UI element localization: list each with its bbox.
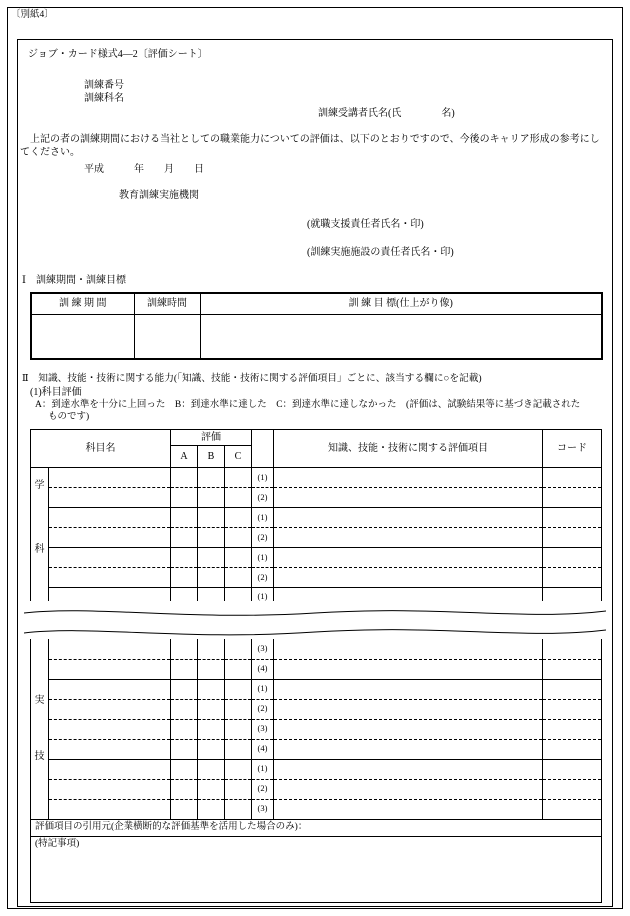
- category-char: 科: [34, 543, 45, 555]
- col-header-period: 訓 練 期 間: [31, 293, 134, 314]
- category-char: 学: [34, 480, 45, 491]
- code-cell[interactable]: [543, 548, 602, 568]
- grade-legend-line1: A：到達水準を十分に上回った B：到達水準に達した C：到達水準に達しなかった (評価は、試験結果等に基づき記載された: [35, 400, 581, 410]
- subject-name-cell[interactable]: [49, 679, 171, 699]
- table-row: [31, 819, 602, 836]
- evaluation-table-upper: [30, 429, 602, 606]
- table-row: [31, 836, 602, 902]
- table-row: [31, 779, 602, 799]
- hours-input-cell[interactable]: [134, 314, 200, 359]
- period-input-cell[interactable]: [31, 314, 134, 359]
- eval-item-cell[interactable]: [274, 568, 543, 588]
- section1-heading: Ⅰ 訓練期間・訓練目標: [22, 275, 126, 286]
- signature-line-support-manager: (就職支援責任者氏名・印): [307, 219, 424, 230]
- eval-a-cell[interactable]: [171, 639, 198, 659]
- organization-label: 教育訓練実施機関: [119, 190, 199, 201]
- eval-item-cell[interactable]: [274, 659, 543, 679]
- table-row: [31, 799, 602, 819]
- col-header-eval-c: C: [225, 446, 252, 468]
- training-course-label: 訓練科名: [84, 93, 124, 104]
- col-header-hours: 訓練時間: [134, 293, 200, 314]
- category-cell-jitsugi: [31, 639, 49, 819]
- eval-a-cell[interactable]: [171, 468, 198, 488]
- eval-c-cell[interactable]: [225, 468, 252, 488]
- eval-a-cell[interactable]: [171, 699, 198, 719]
- eval-c-cell[interactable]: [225, 659, 252, 679]
- wavy-break-icon: [24, 601, 606, 639]
- table-row: [31, 508, 602, 528]
- table-row: [31, 488, 602, 508]
- eval-item-cell[interactable]: [274, 799, 543, 819]
- eval-a-cell[interactable]: [171, 568, 198, 588]
- eval-a-cell[interactable]: [171, 739, 198, 759]
- subject-name-cell[interactable]: [49, 468, 171, 488]
- eval-item-cell[interactable]: [274, 759, 543, 779]
- section2-heading: Ⅱ 知識、技能・技術に関する能力(「知識、技能・技術に関する評価項目」ごとに、該当する欄に○を記載): [22, 373, 482, 384]
- table-row: [31, 314, 602, 359]
- subject-name-cell[interactable]: [49, 639, 171, 659]
- form-title: ジョブ・カード様式4―2〔評価シート〕: [28, 49, 208, 60]
- item-number-cell: (1): [252, 468, 274, 488]
- item-number-cell: (2): [252, 488, 274, 508]
- eval-a-cell[interactable]: [171, 779, 198, 799]
- training-number-label: 訓練番号: [84, 80, 124, 91]
- col-header-code: コード: [543, 430, 602, 468]
- eval-item-cell[interactable]: [274, 468, 543, 488]
- eval-b-cell[interactable]: [198, 759, 225, 779]
- code-cell[interactable]: [543, 739, 602, 759]
- intro-paragraph-line1: 上記の者の訓練期間における当社としての職業能力についての評価は、以下のとおりですので、今後のキャリア形成の参考にし: [20, 134, 600, 145]
- subject-name-cell[interactable]: [49, 548, 171, 568]
- eval-c-cell[interactable]: [225, 799, 252, 819]
- subject-name-cell[interactable]: [49, 759, 171, 779]
- attachment-label: 〔別紙4〕: [11, 10, 54, 20]
- eval-a-cell[interactable]: [171, 679, 198, 699]
- eval-b-cell[interactable]: [198, 488, 225, 508]
- code-cell[interactable]: [543, 699, 602, 719]
- eval-a-cell[interactable]: [171, 488, 198, 508]
- code-cell[interactable]: [543, 468, 602, 488]
- code-cell[interactable]: [543, 528, 602, 548]
- citation-label: 評価項目の引用元(企業横断的な評価基準を活用した場合のみ)：: [35, 822, 308, 833]
- item-number-cell: (2): [252, 779, 274, 799]
- item-number-cell: (3): [252, 639, 274, 659]
- category-cell-gakka: [31, 468, 49, 606]
- category-char: 実: [34, 694, 45, 706]
- eval-b-cell[interactable]: [198, 659, 225, 679]
- col-header-goal: 訓 練 目 標(仕上がり像): [200, 293, 602, 314]
- citation-cell[interactable]: [31, 819, 602, 836]
- subject-name-cell[interactable]: [49, 719, 171, 739]
- table-header-row: [31, 430, 602, 446]
- intro-paragraph-line2: てください。: [20, 147, 80, 158]
- evaluation-table-lower: [30, 639, 602, 903]
- subject-name-cell[interactable]: [49, 799, 171, 819]
- eval-b-cell[interactable]: [198, 679, 225, 699]
- eval-a-cell[interactable]: [171, 799, 198, 819]
- code-cell[interactable]: [543, 799, 602, 819]
- table-row: [31, 699, 602, 719]
- omission-break: [24, 601, 606, 639]
- col-header-subject: 科目名: [31, 430, 171, 468]
- table-row: [31, 759, 602, 779]
- table-row: [31, 548, 602, 568]
- date-line: 平成 年 月 日: [84, 164, 204, 175]
- eval-item-cell[interactable]: [274, 488, 543, 508]
- code-cell[interactable]: [543, 508, 602, 528]
- eval-c-cell[interactable]: [225, 508, 252, 528]
- eval-a-cell[interactable]: [171, 508, 198, 528]
- subject-name-cell[interactable]: [49, 488, 171, 508]
- item-number-cell: (4): [252, 739, 274, 759]
- eval-c-cell[interactable]: [225, 779, 252, 799]
- item-number-cell: (1): [252, 508, 274, 528]
- eval-b-cell[interactable]: [198, 568, 225, 588]
- table-header-row: [31, 293, 602, 314]
- eval-c-cell[interactable]: [225, 739, 252, 759]
- code-cell[interactable]: [543, 719, 602, 739]
- eval-item-cell[interactable]: [274, 528, 543, 548]
- code-cell[interactable]: [543, 759, 602, 779]
- notes-cell[interactable]: [31, 836, 602, 902]
- eval-b-cell[interactable]: [198, 639, 225, 659]
- table-row: [31, 528, 602, 548]
- eval-c-cell[interactable]: [225, 488, 252, 508]
- eval-b-cell[interactable]: [198, 508, 225, 528]
- eval-a-cell[interactable]: [171, 528, 198, 548]
- training-period-table: [30, 292, 603, 360]
- code-cell[interactable]: [543, 659, 602, 679]
- trainee-name-label: 訓練受講者氏名(氏 名): [318, 108, 455, 119]
- category-char: 技: [34, 751, 45, 763]
- eval-item-cell[interactable]: [274, 548, 543, 568]
- item-number-cell: (4): [252, 659, 274, 679]
- signature-line-facility-manager: (訓練実施施設の責任者氏名・印): [307, 247, 454, 258]
- table-row: [31, 568, 602, 588]
- eval-c-cell[interactable]: [225, 759, 252, 779]
- eval-b-cell[interactable]: [198, 779, 225, 799]
- eval-a-cell[interactable]: [171, 759, 198, 779]
- item-number-cell: (1): [252, 759, 274, 779]
- eval-c-cell[interactable]: [225, 699, 252, 719]
- subject-name-cell[interactable]: [49, 659, 171, 679]
- table-row: [31, 719, 602, 739]
- item-number-cell: (3): [252, 799, 274, 819]
- code-cell[interactable]: [543, 639, 602, 659]
- item-number-cell: (1): [252, 679, 274, 699]
- subject-name-cell[interactable]: [49, 528, 171, 548]
- eval-a-cell[interactable]: [171, 719, 198, 739]
- table-row: [31, 659, 602, 679]
- eval-a-cell[interactable]: [171, 659, 198, 679]
- subject-name-cell[interactable]: [49, 508, 171, 528]
- col-header-eval-b: B: [198, 446, 225, 468]
- eval-item-cell[interactable]: [274, 508, 543, 528]
- eval-c-cell[interactable]: [225, 719, 252, 739]
- col-header-eval: 評価: [171, 430, 252, 446]
- eval-b-cell[interactable]: [198, 548, 225, 568]
- eval-c-cell[interactable]: [225, 568, 252, 588]
- eval-item-cell[interactable]: [274, 719, 543, 739]
- code-cell[interactable]: [543, 488, 602, 508]
- eval-b-cell[interactable]: [198, 739, 225, 759]
- eval-b-cell[interactable]: [198, 699, 225, 719]
- section2-sub-heading: (1)科目評価: [30, 387, 82, 398]
- eval-a-cell[interactable]: [171, 548, 198, 568]
- eval-b-cell[interactable]: [198, 719, 225, 739]
- subject-name-cell[interactable]: [49, 699, 171, 719]
- eval-c-cell[interactable]: [225, 679, 252, 699]
- code-cell[interactable]: [543, 679, 602, 699]
- eval-item-cell[interactable]: [274, 779, 543, 799]
- notes-label: (特記事項): [35, 838, 80, 849]
- table-row: [31, 739, 602, 759]
- eval-item-cell[interactable]: [274, 739, 543, 759]
- eval-b-cell[interactable]: [198, 799, 225, 819]
- table-row: [31, 468, 602, 488]
- goal-input-cell[interactable]: [200, 314, 602, 359]
- item-number-cell: (2): [252, 528, 274, 548]
- col-header-items: 知識、技能・技術に関する評価項目: [274, 430, 543, 468]
- item-number-cell: (3): [252, 719, 274, 739]
- code-cell[interactable]: [543, 568, 602, 588]
- item-number-cell: (1): [252, 548, 274, 568]
- item-number-cell: (2): [252, 699, 274, 719]
- table-row: [31, 679, 602, 699]
- eval-item-cell[interactable]: [274, 679, 543, 699]
- subject-name-cell[interactable]: [49, 739, 171, 759]
- item-number-cell: (1): [252, 588, 274, 606]
- col-header-eval-a: A: [171, 446, 198, 468]
- item-number-cell: (2): [252, 568, 274, 588]
- eval-item-cell[interactable]: [274, 639, 543, 659]
- eval-b-cell[interactable]: [198, 528, 225, 548]
- subject-name-cell[interactable]: [49, 568, 171, 588]
- eval-b-cell[interactable]: [198, 468, 225, 488]
- eval-c-cell[interactable]: [225, 639, 252, 659]
- eval-item-cell[interactable]: [274, 699, 543, 719]
- eval-c-cell[interactable]: [225, 548, 252, 568]
- grade-legend-line2: ものです): [48, 412, 90, 422]
- table-row: [31, 639, 602, 659]
- subject-name-cell[interactable]: [49, 779, 171, 799]
- col-header-item-number: [252, 430, 274, 468]
- code-cell[interactable]: [543, 779, 602, 799]
- eval-c-cell[interactable]: [225, 528, 252, 548]
